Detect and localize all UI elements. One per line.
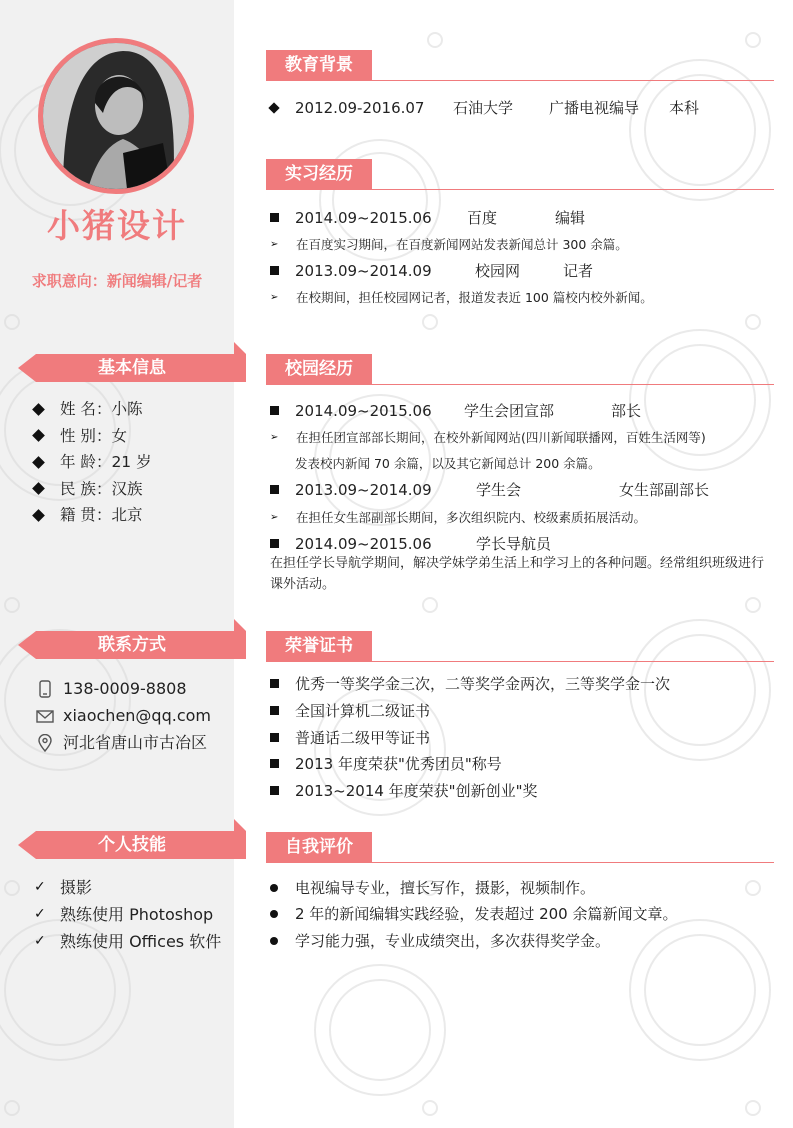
skills-header <box>18 827 246 859</box>
contact-header <box>18 627 246 659</box>
education-entry: 2012.09-2016.07 石油大学 广播电视编导 本科 <box>270 97 699 118</box>
list-item: 年 龄 ：21 岁 <box>34 449 152 476</box>
campus-desc: ➢ 在担任女生部副部长期间，多次组织院内、校级素质拓展活动。 <box>270 510 647 525</box>
campus-desc-cont: 发表校内新闻 70 余篇，以及其它新闻总计 200 余篇。 <box>295 456 601 471</box>
list-item: 民 族 ：汉族 <box>34 476 152 503</box>
check-icon: ✓ <box>34 879 46 895</box>
check-icon: ✓ <box>34 933 46 949</box>
list-item: 籍 贯 ：北京 <box>34 502 152 529</box>
contact-email: xiaochen@qq.com <box>36 702 211 729</box>
basic-info-header <box>18 350 246 382</box>
education-title: 教育背景 <box>266 50 372 80</box>
contact-list <box>36 675 211 756</box>
basic-info-title: 基本信息 <box>98 358 166 378</box>
job-objective: 求职意向：新闻编辑/记者 <box>31 272 203 290</box>
phone-icon <box>36 680 54 698</box>
contact-address: 河北省唐山市古冶区 <box>36 729 211 756</box>
internship-entry: 2014.09~2015.06 百度 编辑 <box>270 207 585 228</box>
campus-entry: 2013.09~2014.09 学生会 女生部副部长 <box>270 479 709 500</box>
self-eval-title: 自我评价 <box>266 832 372 862</box>
list-item: 电视编导专业，擅长写作，摄影，视频制作。 <box>270 877 595 898</box>
campus-desc: ➢ 在担任团宣部部长期间，在校外新闻网站(四川新闻联播网，百姓生活网等) <box>270 430 706 445</box>
internship-header <box>266 159 774 195</box>
education-header <box>266 50 774 86</box>
internship-title: 实习经历 <box>266 159 372 189</box>
campus-title: 校园经历 <box>266 354 372 384</box>
mail-icon <box>36 707 54 725</box>
campus-desc: 在担任学长导航学期间，解决学妹学弟生活上和学习上的各种问题。经常组织班级进行课外活动。 <box>270 556 765 592</box>
list-item: 优秀一等奖学金三次，二等奖学金两次，三等奖学金一次 <box>270 673 670 694</box>
campus-header <box>266 354 774 390</box>
list-item: ✓ 熟练使用 Photoshop <box>34 901 221 928</box>
list-item: 2 年的新闻编辑实践经验，发表超过 200 余篇新闻文章。 <box>270 903 677 924</box>
basic-info-list <box>34 396 152 529</box>
list-item: 2013~2014 年度荣获"创新创业"奖 <box>270 780 537 801</box>
location-pin-icon <box>36 734 54 752</box>
honors-title: 荣誉证书 <box>266 631 372 661</box>
list-item: 学习能力强，专业成绩突出，多次获得奖学金。 <box>270 930 610 951</box>
skills-title: 个人技能 <box>98 835 166 855</box>
list-item: 全国计算机二级证书 <box>270 700 430 721</box>
list-item: 姓 名 ：小陈 <box>34 396 152 423</box>
list-item: 2013 年度荣获"优秀团员"称号 <box>270 753 502 774</box>
list-item: 性 别 ：女 <box>34 423 152 450</box>
internship-desc: ➢ 在百度实习期间，在百度新闻网站发表新闻总计 300 余篇。 <box>270 237 628 252</box>
candidate-name: 小猪设计 <box>47 206 187 245</box>
contact-title: 联系方式 <box>98 635 166 655</box>
campus-entry: 2014.09~2015.06 学长导航员 <box>270 533 551 554</box>
profile-photo-icon <box>43 43 189 189</box>
list-item: ✓ 摄影 <box>34 874 221 901</box>
internship-desc: ➢ 在校期间，担任校园网记者，报道发表近 100 篇校内校外新闻。 <box>270 290 653 305</box>
list-item: ✓ 熟练使用 Offices 软件 <box>34 928 221 955</box>
honors-header <box>266 631 774 667</box>
internship-entry: 2013.09~2014.09 校园网 记者 <box>270 260 593 281</box>
skills-list <box>34 874 221 955</box>
contact-phone: 138-0009-8808 <box>36 675 211 702</box>
list-item: 普通话二级甲等证书 <box>270 727 430 748</box>
campus-entry: 2014.09~2015.06 学生会团宣部 部长 <box>270 400 641 421</box>
check-icon: ✓ <box>34 906 46 922</box>
avatar <box>38 38 194 194</box>
self-eval-header <box>266 832 774 868</box>
